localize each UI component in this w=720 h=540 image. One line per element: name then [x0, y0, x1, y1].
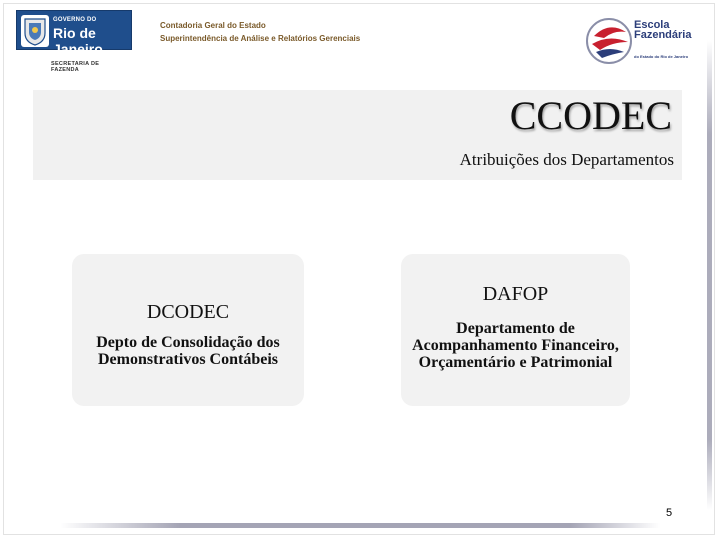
school-logo: [582, 16, 702, 66]
government-badge: [16, 10, 132, 57]
department-name: Depto de Consolidação dos Demonstrativos Contábeis: [96, 333, 280, 368]
crest-icon: [21, 15, 49, 47]
department-card-dcodec: [72, 254, 304, 406]
school-line1: Escola: [634, 19, 670, 31]
school-sub: do Estado do Rio de Janeiro: [634, 54, 689, 59]
school-name: [634, 20, 691, 40]
right-shadow-decoration: [707, 40, 712, 510]
page-subtitle: Atribuições dos Departamentos: [459, 150, 674, 169]
gov-line1: GOVERNO DO: [53, 17, 97, 23]
government-logo: [16, 10, 126, 73]
school-swirl-icon: [584, 16, 634, 66]
school-line2: Fazendária: [634, 29, 692, 41]
page-number: 5: [666, 507, 673, 519]
page-title: CCODEC: [509, 93, 672, 138]
gov-line2: Rio de Janeiro: [53, 25, 103, 57]
header-org-text: [160, 19, 360, 45]
secretaria-label: SECRETARIA DE FAZENDA: [51, 61, 100, 73]
department-code: DAFOP: [482, 283, 549, 305]
org-line2: Superintendência de Análise e Relatórios Gerenciais: [160, 34, 361, 43]
department-card-dafop: [401, 254, 630, 406]
org-line1: Contadoria Geral do Estado: [160, 21, 266, 30]
title-band: [33, 90, 682, 180]
department-code: DCODEC: [146, 300, 230, 323]
bottom-shadow-decoration: [60, 523, 660, 528]
department-name: Departamento de Acompanhamento Financeiro, Orçamentário e Patrimonial: [412, 320, 619, 371]
